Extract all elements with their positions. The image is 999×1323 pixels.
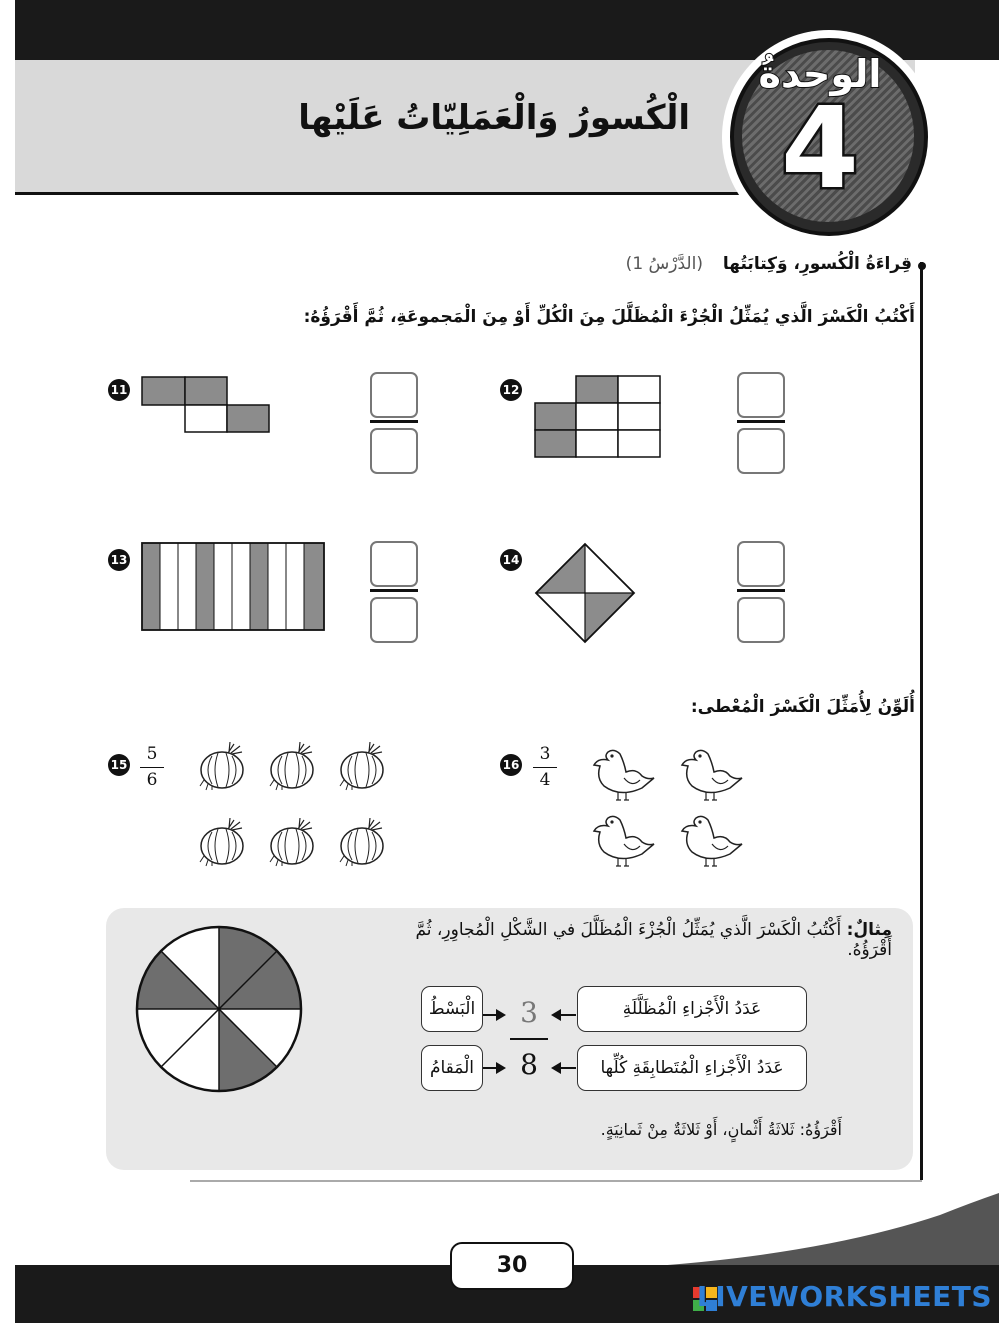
q11-fraction-bar <box>370 420 418 423</box>
side-rule <box>920 262 923 1180</box>
lesson-ref: (الدَّرْسُ 1) <box>625 254 703 274</box>
q13-fraction-bar <box>370 589 418 592</box>
total-parts-label: عَدَدُ الْأَجْزاءِ الْمُتَطابِقَةِ كُلِّها <box>577 1045 807 1091</box>
onion-shape[interactable] <box>338 740 388 796</box>
duck-shape[interactable] <box>590 804 660 870</box>
arrow-head-icon <box>551 1008 561 1022</box>
example-text: أَكْتُبُ الْكَسْرَ الَّذي يُمَثِّلُ الْجُزْءَ الْمُظَلَّلَ في الشَّكْلِ الْمُجاوِرِ، ثُمَّ أَقْرَؤُهُ. <box>415 920 892 960</box>
denominator-term: الْمَقامُ <box>421 1045 483 1091</box>
q12-denominator-box[interactable] <box>737 428 785 474</box>
lesson-title: قِراءَةُ الْكُسورِ، وَكِتابَتُها <box>722 254 912 274</box>
example-fraction-line <box>510 1038 548 1040</box>
unit-word: الوحدةُ <box>758 52 882 96</box>
q11-denominator-box[interactable] <box>370 428 418 474</box>
duck-shape[interactable] <box>678 804 748 870</box>
brand-name[interactable]: LIVEWORKSHEETS <box>696 1280 992 1313</box>
onion-shape[interactable] <box>268 740 318 796</box>
shaded-parts-label: عَدَدُ الْأَجْزاءِ الْمُظَلَّلَةِ <box>577 986 807 1032</box>
question-number-13: 13 <box>108 549 130 571</box>
q13-denominator-box[interactable] <box>370 597 418 643</box>
q12-numerator-box[interactable] <box>737 372 785 418</box>
instruction-color: أُلَوِّنُ لِأُمَثِّلَ الْكَسْرَ الْمُعْطى: <box>690 697 915 717</box>
question-number-14: 14 <box>500 549 522 571</box>
page-number: 30 <box>450 1242 574 1290</box>
onion-shape[interactable] <box>268 816 318 872</box>
q15-fraction-line <box>140 767 164 768</box>
example-denominator: 8 <box>520 1048 538 1081</box>
q16-denominator: 4 <box>539 770 551 790</box>
q13-numerator-box[interactable] <box>370 541 418 587</box>
lesson-bullet <box>918 262 926 270</box>
onion-shape[interactable] <box>198 740 248 796</box>
q16-numerator: 3 <box>539 744 551 764</box>
q14-numerator-box[interactable] <box>737 541 785 587</box>
example-circle <box>134 924 304 1094</box>
onion-shape[interactable] <box>338 816 388 872</box>
example-heading <box>380 920 892 960</box>
q15-numerator: 5 <box>146 744 158 764</box>
question-number-11: 11 <box>108 379 130 401</box>
q12-fraction-bar <box>737 420 785 423</box>
arrow-head-icon <box>496 1061 506 1075</box>
q14-fraction-bar <box>737 589 785 592</box>
q13-shape <box>140 541 328 633</box>
example-numerator: 3 <box>520 996 538 1029</box>
duck-shape[interactable] <box>678 738 748 804</box>
q14-shape <box>533 541 637 645</box>
duck-shape[interactable] <box>590 738 660 804</box>
numerator-term: الْبَسْطُ <box>421 986 483 1032</box>
question-number-15: 15 <box>108 754 130 776</box>
arrow-head-icon <box>496 1008 506 1022</box>
arrow-head-icon <box>551 1061 561 1075</box>
q15-denominator: 6 <box>146 770 158 790</box>
question-number-16: 16 <box>500 754 522 776</box>
q14-denominator-box[interactable] <box>737 597 785 643</box>
q16-fraction-line <box>533 767 557 768</box>
onion-shape[interactable] <box>198 816 248 872</box>
bottom-rule <box>190 1180 922 1182</box>
instruction-write: أَكْتُبُ الْكَسْرَ الَّذي يُمَثِّلُ الْجُزْءَ الْمُظَلَّلَ مِنَ الْكُلِّ أَوْ مِنَ الْمَجموعَةِ، ثُمَّ أَقْرَؤُهُ: <box>303 307 915 327</box>
example-label: مِثالٌ: <box>846 920 892 940</box>
unit-title: الْكُسورُ وَالْعَمَلِيّاتُ عَلَيْها <box>298 98 690 138</box>
q11-numerator-box[interactable] <box>370 372 418 418</box>
q12-shape <box>533 374 663 460</box>
example-reading: أَقْرَؤُهُ: ثَلاثَةُ أَثْمانٍ، أَوْ ثَلاثَةٌ مِنْ ثَمانِيَةٍ. <box>600 1120 842 1139</box>
q11-shape <box>140 375 272 435</box>
unit-number: 4 <box>781 84 859 214</box>
question-number-12: 12 <box>500 379 522 401</box>
lesson-heading <box>520 254 912 274</box>
footer-wave <box>640 1185 999 1267</box>
